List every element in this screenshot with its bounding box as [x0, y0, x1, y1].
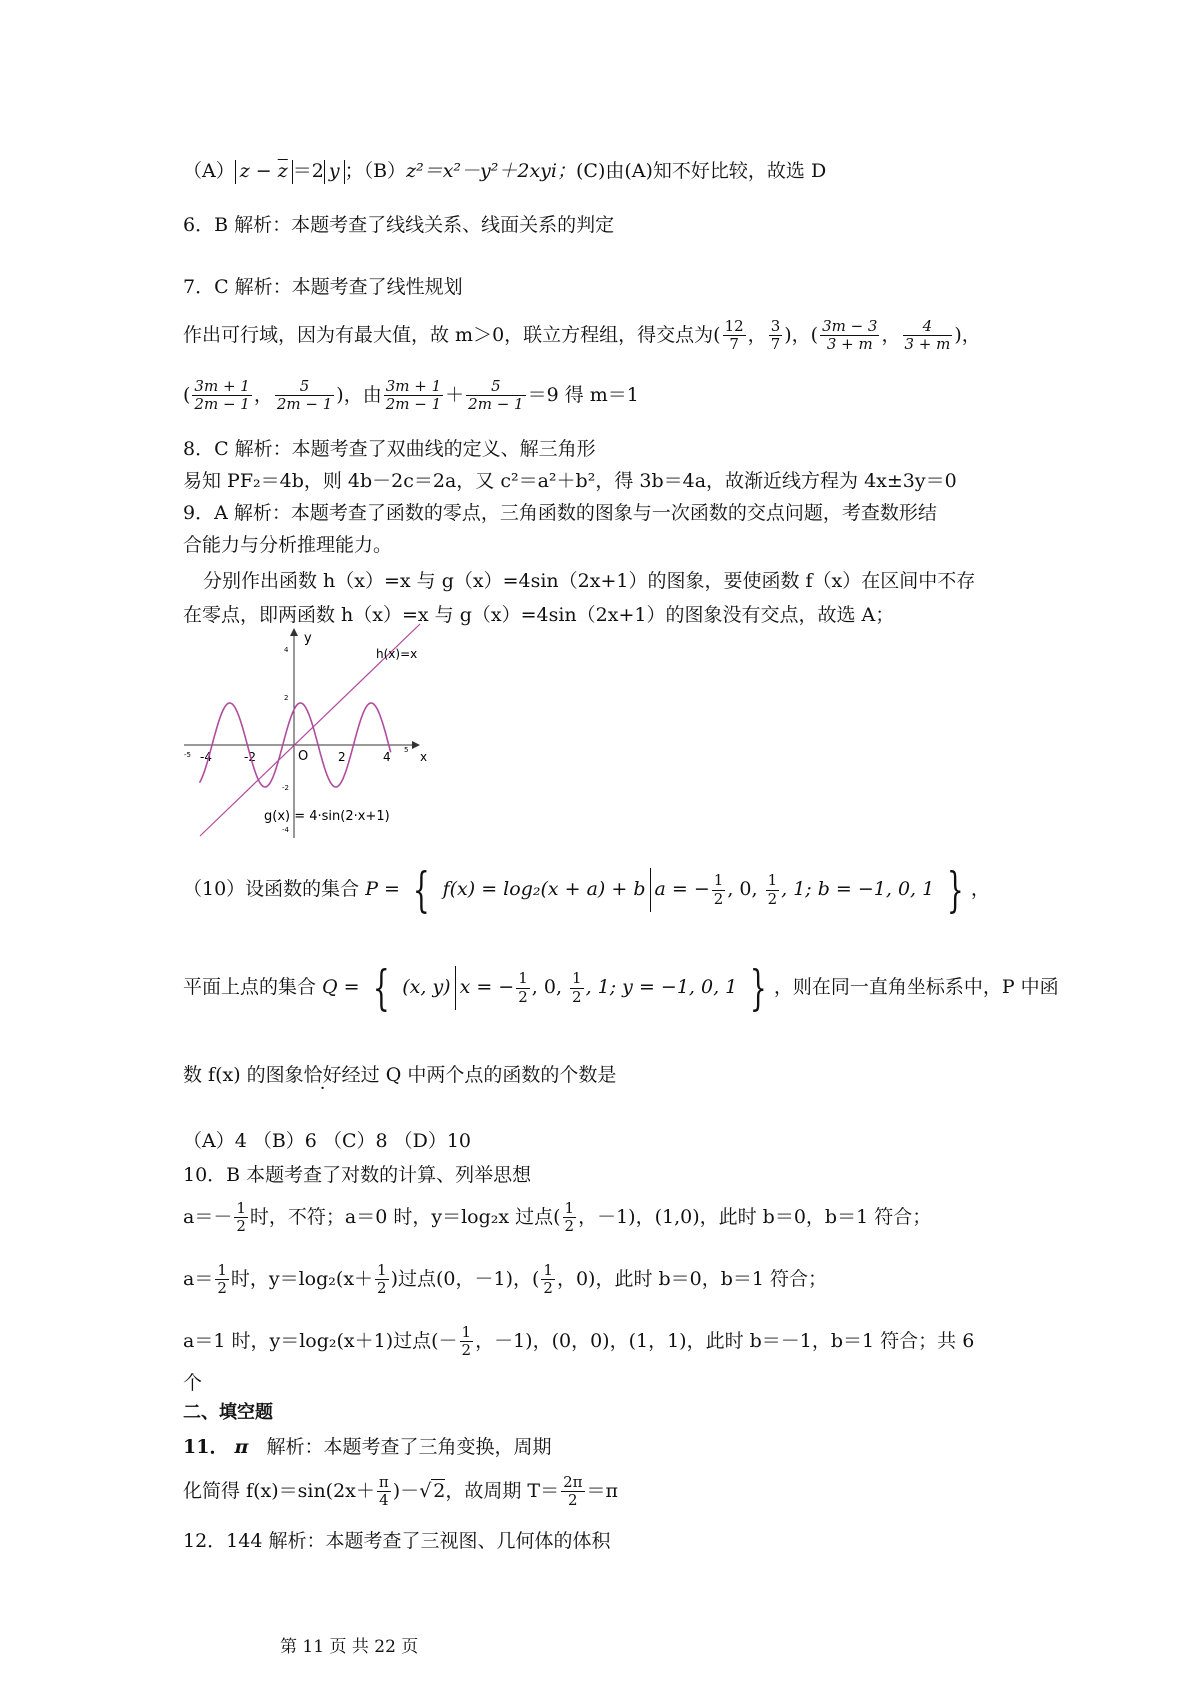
fraction-5: $\frac{5}{2m - 1}$: [276, 377, 333, 414]
line-choice-analysis: （A） $z - \overline{z} =2$ y ；（B）z²＝x²－y²＋2xyi；(C)由(A)知不好比较，故选 D: [183, 160, 827, 182]
y-axis-label: y: [304, 631, 312, 646]
answer-11: 11． π 解析：本题考查了三角变换，周期: [183, 1436, 552, 1458]
answer-11-detail: 化简得 f(x)＝sin(2x＋ $\frac{\pi}{4}$ )－√ 2，故周期 T＝ $\frac{2\pi}{2}$ ＝π: [183, 1473, 619, 1510]
h-label: h(x)=x: [376, 647, 418, 661]
answer-8: 8．C 解析：本题考查了双曲线的定义、解三角形: [183, 438, 596, 460]
x-tick-label: -2: [244, 750, 256, 764]
x-tick-label: -5: [184, 751, 191, 759]
g-label: g(x) = 4·sin(2·x+1): [264, 809, 390, 824]
answer-7: 7．C 解析：本题考查了线性规划: [183, 276, 463, 298]
answer-10-case-a: a＝－ $\frac{1}{2}$ 时，不符；a＝0 时，y＝log₂x 过点( $\frac{1}{2}$ ，－1)，(1,0)，此时 b＝0，b＝1 符合；: [183, 1199, 932, 1236]
answer-12: 12．144 解析：本题考查了三视图、几何体的体积: [183, 1530, 611, 1552]
y-tick-label: -4: [282, 826, 289, 834]
section-heading: 二、填空题: [183, 1402, 273, 1423]
question-10: （10）设函数的集合 P = { f(x) = log₂(x + a) + b a = − $\frac{1}{2}$ , 0, $\frac{1}{2}$ , 1; b = −1, 0, 1 } ，: [183, 862, 990, 918]
answer-9-detail-a: 分别作出函数 h（x）=x 与 g（x）=4sin（2x+1）的图象，要使函数 f（x）在区间中不存: [203, 570, 976, 592]
y-tick-label: -2: [282, 784, 289, 792]
y-tick-label: 4: [284, 646, 289, 654]
page-footer: 第 11 页 共 22 页: [280, 1637, 419, 1657]
origin-label: O: [298, 749, 309, 764]
answer-6: 6．B 解析：本题考查了线线关系、线面关系的判定: [183, 214, 615, 236]
fraction-3-7: $\frac{3}{7}$: [770, 317, 781, 354]
x-axis-label: x: [420, 750, 428, 764]
answer-10-case-c: a＝1 时，y＝log₂(x＋1)过点(－ $\frac{1}{2}$ ，－1)，(0，0)，(1，1)，此时 b＝－1，b＝1 符合；共 6: [183, 1323, 975, 1360]
x-axis-arrow: [412, 741, 420, 749]
answer-10-total: 个: [183, 1372, 203, 1394]
answer-7-line-b: ( $\frac{3m + 1}{2m - 1}$ ， $\frac{5}{2m - 1}$ )，由 $\frac{3m + 1}{2m - 1}$ ＋ $\frac{5}{2m - 1}$ ＝9 得 m＝1: [183, 377, 639, 414]
answer-9: 9．A 解析：本题考查了函数的零点，三角函数的图象与一次函数的交点问题，考查数形结: [183, 502, 937, 524]
fraction-3m1: $\frac{3m + 1}{2m - 1}$: [194, 377, 250, 414]
answer-9-cont: 合能力与分析推理能力。: [183, 534, 393, 556]
answer-7-line-a: 作出可行域，因为有最大值，故 m＞0，联立方程组，得交点为( $\frac{12}{7}$ ， $\frac{3}{7}$ )，( $\frac{3m - 3}{3 + m}$ ， $\frac{4}{3 + m}$ )，: [183, 317, 981, 354]
question-10-set-q: 平面上点的集合 Q = { (x, y) x = − $\frac{1}{2}$ , 0, $\frac{1}{2}$ , 1; y = −1, 0, 1 } ，则在同一直角坐标系中，P 中函: [183, 960, 1059, 1016]
y-tick-label: 2: [284, 694, 289, 702]
abs-z-minus-zbar: $z - \overline{z}$: [235, 160, 293, 184]
answer-9-detail-b: 在零点，即两函数 h（x）=x 与 g（x）=4sin（2x+1）的图象没有交点，故选 A；: [183, 604, 895, 626]
x-tick-label: 2: [338, 750, 346, 764]
question-10-stem-end: 数 f(x) 的图象恰好经过 Q 中两个点的函数的个数是: [183, 1064, 617, 1086]
function-graph: [180, 618, 442, 840]
x-tick-label: 4: [383, 750, 391, 764]
answer-10-case-b: a＝ $\frac{1}{2}$ 时，y＝log₂(x＋ $\frac{1}{2}$ )过点(0，－1)，( $\frac{1}{2}$ ，0)，此时 b＝0，b＝1 符合；: [183, 1261, 828, 1298]
fraction-4-3m: $\frac{4}{3 + m}$: [904, 317, 951, 354]
x-tick-label: -4: [200, 750, 212, 764]
question-10-options: （A）4 （B）6 （C）8 （D）10: [183, 1130, 472, 1152]
x-tick-label: 5: [404, 746, 409, 754]
answer-8-detail: 易知 PF₂＝4b，则 4b－2c＝2a，又 c²＝a²＋b²，得 3b＝4a，故渐近线方程为 4x±3y＝0: [183, 470, 957, 492]
answer-10: 10．B 本题考查了对数的计算、列举思想: [183, 1164, 532, 1186]
fraction-12-7: $\frac{12}{7}$: [724, 317, 744, 354]
y-axis-arrow: [290, 628, 298, 636]
fraction-3m-3: $\frac{3m - 3}{3 + m}$: [822, 317, 878, 354]
